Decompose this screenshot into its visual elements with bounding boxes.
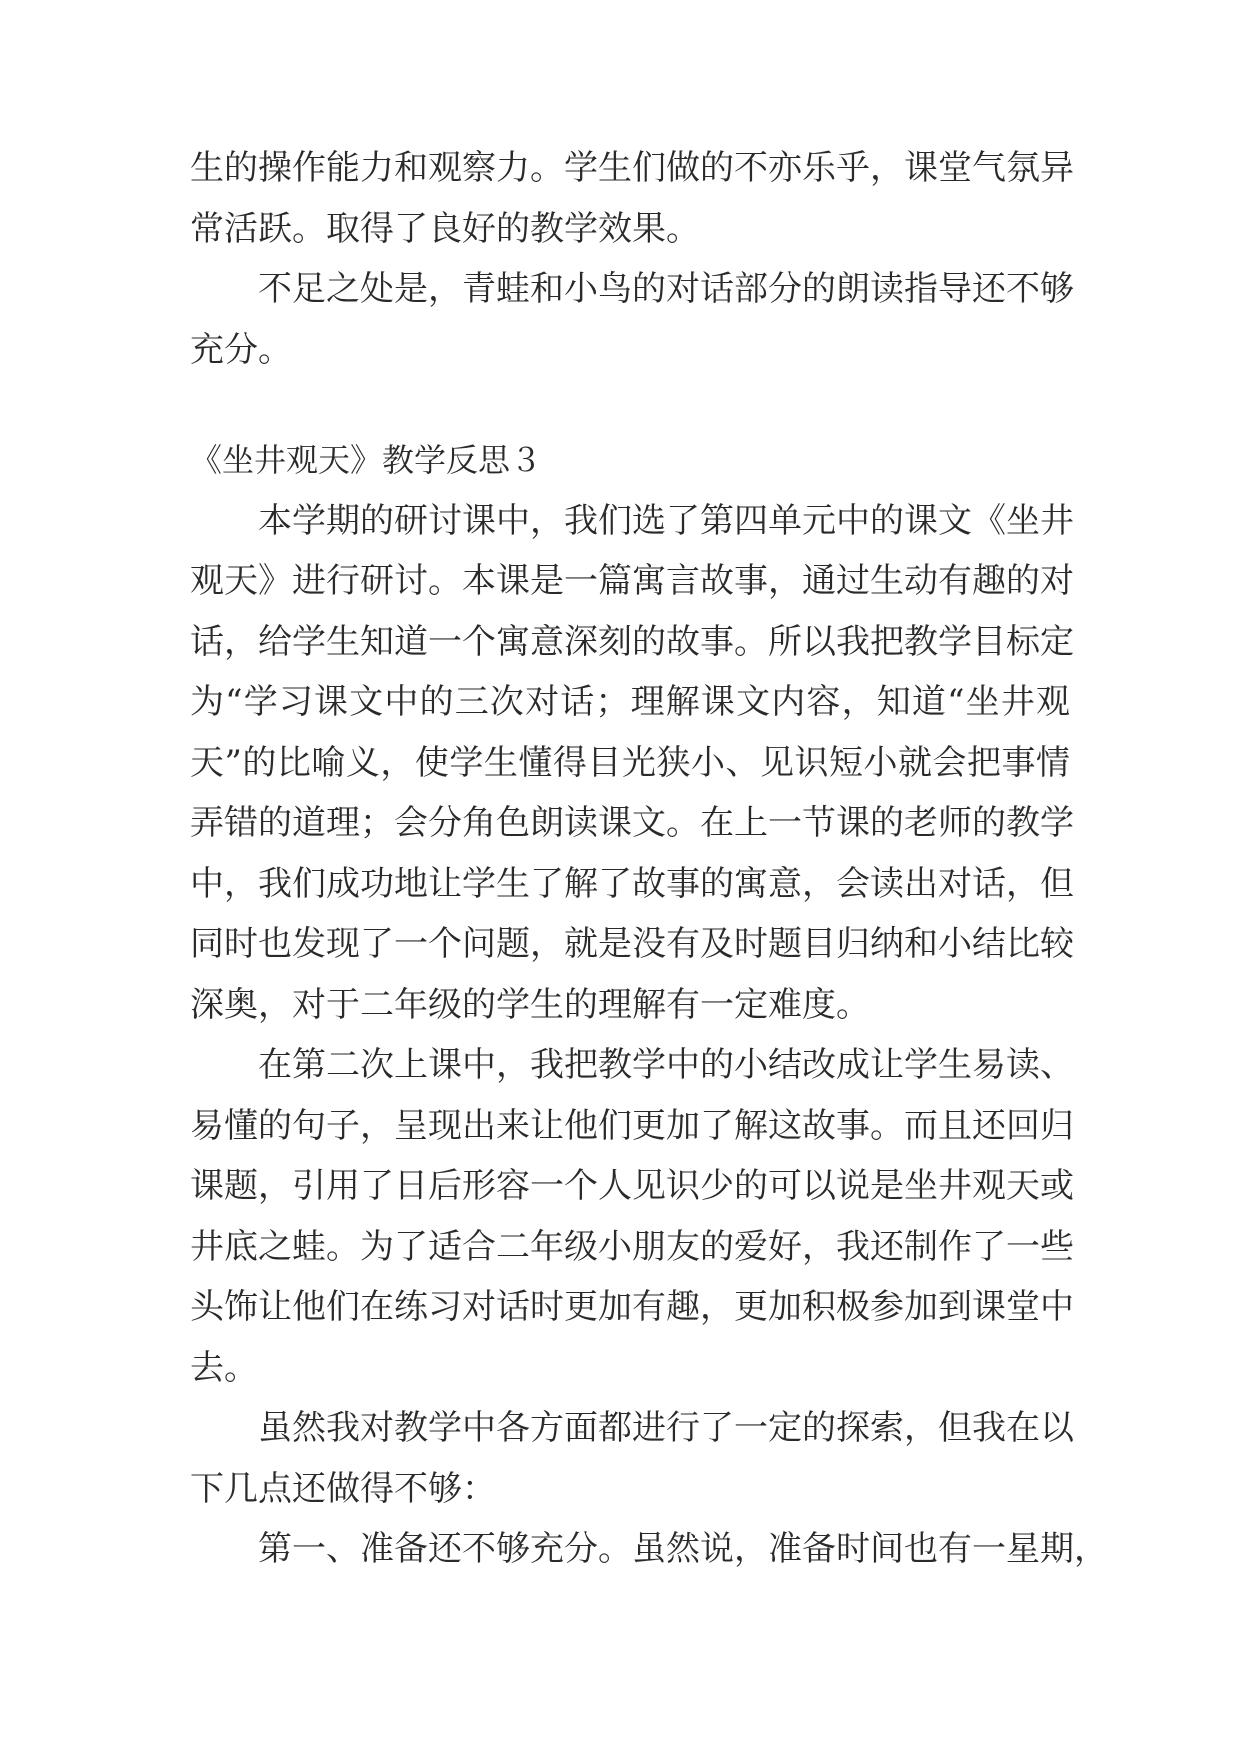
text-line: 在第二次上课中，我把教学中的小结改成让学生易读、 [258,1045,1074,1085]
text-line: 话，给学生知道一个寓意深刻的故事。所以我把教学目标定 [190,621,1074,662]
text-line: 为“学习课文中的三次对话；理解课文内容，知道“坐井观 [190,682,1070,722]
text-line: 课题，引用了日后形容一个人见识少的可以说是坐井观天或 [190,1166,1074,1206]
section-heading: 《坐井观天》教学反思３ [190,441,543,479]
text-line: 生的操作能力和观察力。学生们做的不亦乐乎，课堂气氛异 [190,148,1074,188]
text-line: 虽然我对教学中各方面都进行了一定的探索，但我在以 [258,1408,1074,1448]
text-line: 本学期的研讨课中，我们选了第四单元中的课文《坐井 [258,500,1074,541]
text-line: 第一、准备还不够充分。虽然说，准备时间也有一星期， [258,1529,1108,1569]
text-line: 同时也发现了一个问题，就是没有及时题目归纳和小结比较 [190,924,1074,964]
text-line: 不足之处是，青蛙和小鸟的对话部分的朗读指导还不够 [258,269,1074,309]
text-line: 深奥，对于二年级的学生的理解有一定难度。 [190,984,870,1025]
text-line: 中，我们成功地让学生了解了故事的寓意，会读出对话，但 [190,863,1074,904]
text-line: 易懂的句子，呈现出来让他们更加了解这故事。而且还回归 [190,1105,1074,1146]
text-line: 天”的比喻义，使学生懂得目光狭小、见识短小就会把事情 [190,742,1070,783]
text-line: 弄错的道理；会分角色朗读课文。在上一节课的老师的教学 [190,803,1074,843]
text-line: 充分。 [190,329,292,370]
text-line: 观天》进行研讨。本课是一篇寓言故事，通过生动有趣的对 [190,561,1074,601]
text-line: 去。 [190,1347,258,1388]
section-gap [190,380,1070,430]
text-line: 井底之蛙。为了适合二年级小朋友的爱好，我还制作了一些 [190,1226,1074,1267]
text-line: 常活跃。取得了良好的教学效果。 [190,208,700,249]
document-body [190,138,1108,1580]
text-line: 头饰让他们在练习对话时更加有趣，更加积极参加到课堂中 [190,1287,1074,1327]
text-line: 下几点还做得不够： [190,1468,496,1509]
